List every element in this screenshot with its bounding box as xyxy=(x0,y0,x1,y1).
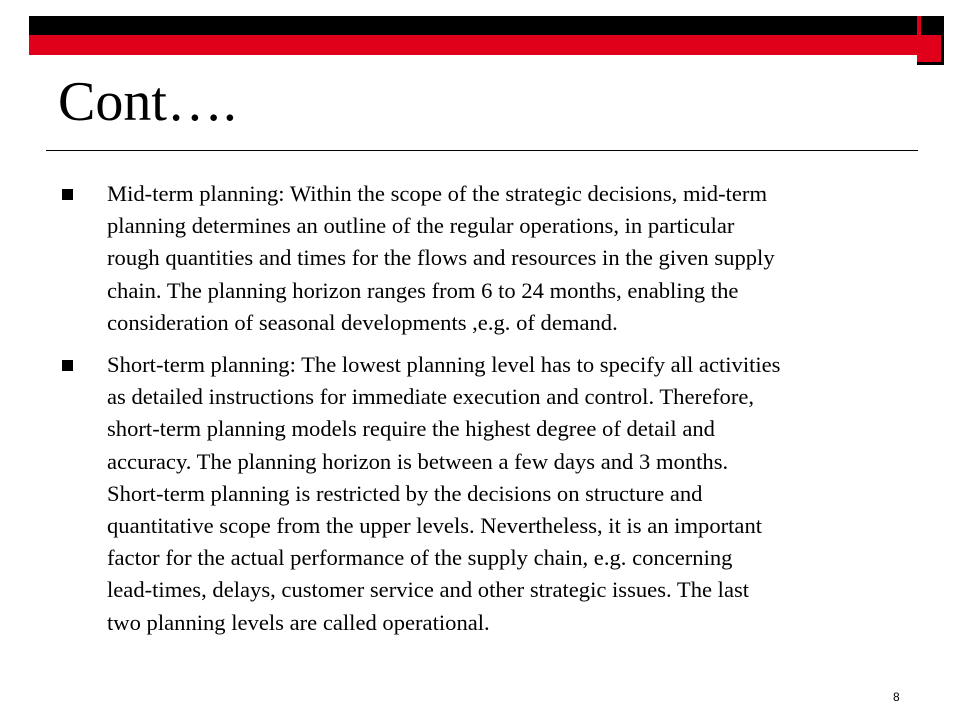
bullet-text-line: Short-term planning: The lowest planning level has to specify all activities xyxy=(107,352,781,378)
bullet-text-line: quantitative scope from the upper levels. Nevertheless, it is an important xyxy=(107,513,763,539)
square-bullet-icon xyxy=(62,189,73,200)
bullet-text-line: two planning levels are called operational. xyxy=(107,609,490,635)
page-number: 8 xyxy=(893,690,900,704)
bullet-text-line: accuracy. The planning horizon is between a few days and 3 months. xyxy=(107,448,729,474)
header-corner-black-square xyxy=(921,16,942,37)
bullet-text-line: Short-term planning is restricted by the decisions on structure and xyxy=(107,480,703,506)
bullet-item xyxy=(58,349,918,639)
header-bar-red xyxy=(29,35,917,55)
square-bullet-icon xyxy=(62,360,73,371)
title-divider xyxy=(46,150,918,151)
bullet-text-line: chain. The planning horizon ranges from 6 to 24 months, enabling the xyxy=(107,277,739,303)
bullet-text-line: rough quantities and times for the flows and resources in the given supply xyxy=(107,245,775,271)
bullet-text-line: lead-times, delays, customer service and other strategic issues. The last xyxy=(107,577,750,603)
bullet-text-line: planning determines an outline of the regular operations, in particular xyxy=(107,213,735,239)
bullet-text-line: factor for the actual performance of the supply chain, e.g. concerning xyxy=(107,545,733,571)
bullet-text-line: short-term planning models require the highest degree of detail and xyxy=(107,416,715,442)
header-corner-black-edge xyxy=(941,16,944,64)
bullet-item xyxy=(58,178,918,339)
bullet-text-line: as detailed instructions for immediate execution and control. Therefore, xyxy=(107,384,755,410)
bullet-list xyxy=(58,178,918,649)
bullet-text-line: consideration of seasonal developments ,e.g. of demand. xyxy=(107,309,618,335)
bullet-text-line: Mid-term planning: Within the scope of the strategic decisions, mid-term xyxy=(107,181,768,206)
header-corner-black-base xyxy=(917,62,944,65)
header-bar-black xyxy=(29,16,917,35)
header-corner-red-block xyxy=(917,35,941,64)
slide-title: Cont…. xyxy=(58,71,237,133)
